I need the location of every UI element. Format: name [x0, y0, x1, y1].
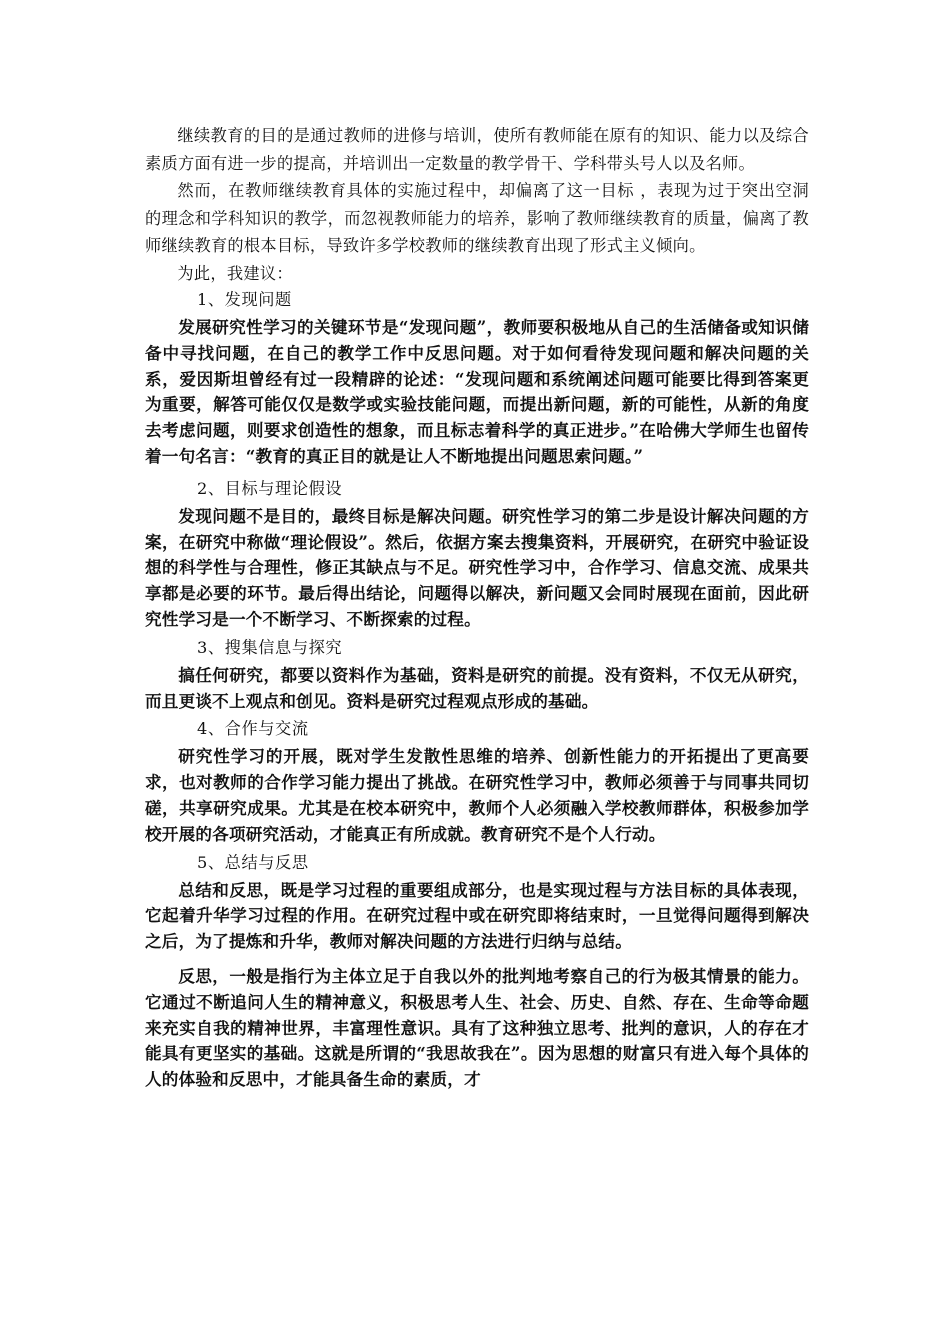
document-page: [145, 122, 809, 1093]
intro-paragraph: 为此，我建议：: [177, 263, 293, 283]
section-paragraph: 总结和反思，既是学习过程的重要组成部分，也是实现过程与方法目标的具体表现，它起着升华学习过程的作用。在研究过程中或在研究即将结束时，一旦觉得问题得到解决之后，为了提炼和升华，教师对解决问题的方法进行归纳与总结。: [145, 879, 809, 952]
section-paragraph: 搞任何研究，都要以资料作为基础，资料是研究的前提。没有资料，不仅无从研究，而且更谈不上观点和创见。资料是研究过程观点形成的基础。: [145, 664, 809, 711]
section-paragraph: 反思，一般是指行为主体立足于自我以外的批判地考察自己的行为极其情景的能力。它通过不断追问人生的精神意义，积极思考人生、社会、历史、自然、存在、生命等命题来充实自我的精神世界，丰富理性意识。具有了这种独立思考、批判的意识，人的存在才能具有更坚实的基础。这就是所谓的“我思故我在”。因为思想的财富只有进入每个具体的人的体验和反思中，才能具备生命的素质，才: [145, 965, 809, 1090]
section-paragraph: 发现问题不是目的，最终目标是解决问题。研究性学习的第二步是设计解决问题的方案，在研究中称做“理论假设”。然后，依据方案去搜集资料，开展研究，在研究中验证设想的科学性与合理性，修正其缺点与不足。研究性学习中，合作学习、信息交流、成果共享都是必要的环节。最后得出结论，问题得以解决，新问题又会同时展现在面前，因此研究性学习是一个不断学习、不断探索的过程。: [145, 505, 809, 629]
section-heading: 3、搜集信息与探究: [197, 637, 343, 657]
intro-paragraph: 然而，在教师继续教育具体的实施过程中，却偏离了这一目标 ，表现为过于突出空洞的理念和学科知识的教学，而忽视教师能力的培养，影响了教师继续教育的质量，偏离了教师继续教育的根本目标，导致许多学校教师的继续教育出现了形式主义倾向。: [145, 181, 809, 255]
section-heading: 1、发现问题: [197, 290, 292, 309]
section-heading: 5、总结与反思: [197, 852, 309, 872]
section-paragraph: 发展研究性学习的关键环节是“发现问题”，教师要积极地从自己的生活储备或知识储备中寻找问题，在自己的教学工作中反思问题。对于如何看待发现问题和解决问题的关系，爱因斯坦曾经有过一段精辟的论述：“发现问题和系统阐述问题可能要比得到答案更为重要，解答可能仅仅是数学或实验技能问题，而提出新问题，新的可能性，从新的角度去考虑问题，则要求创造性的想象，而且标志着科学的真正进步。”在哈佛大学师生也留传着一句名言：“教育的真正目的就是让人不断地提出问题思索问题。”: [145, 317, 809, 466]
section-paragraph: 研究性学习的开展，既对学生发散性思维的培养、创新性能力的开拓提出了更高要求，也对教师的合作学习能力提出了挑战。在研究性学习中，教师必须善于与同事共同切磋，共享研究成果。尤其是在校本研究中，教师个人必须融入学校教师群体，积极参加学校开展的各项研究活动，才能真正有所成就。教育研究不是个人行动。: [145, 746, 809, 844]
section-heading: 2、目标与理论假设: [197, 478, 343, 498]
intro-paragraph: 继续教育的目的是通过教师的进修与培训，使所有教师能在原有的知识、能力以及综合素质方面有进一步的提高，并培训出一定数量的教学骨干、学科带头号人以及名师。: [145, 126, 809, 173]
section-heading: 4、合作与交流: [197, 719, 309, 739]
